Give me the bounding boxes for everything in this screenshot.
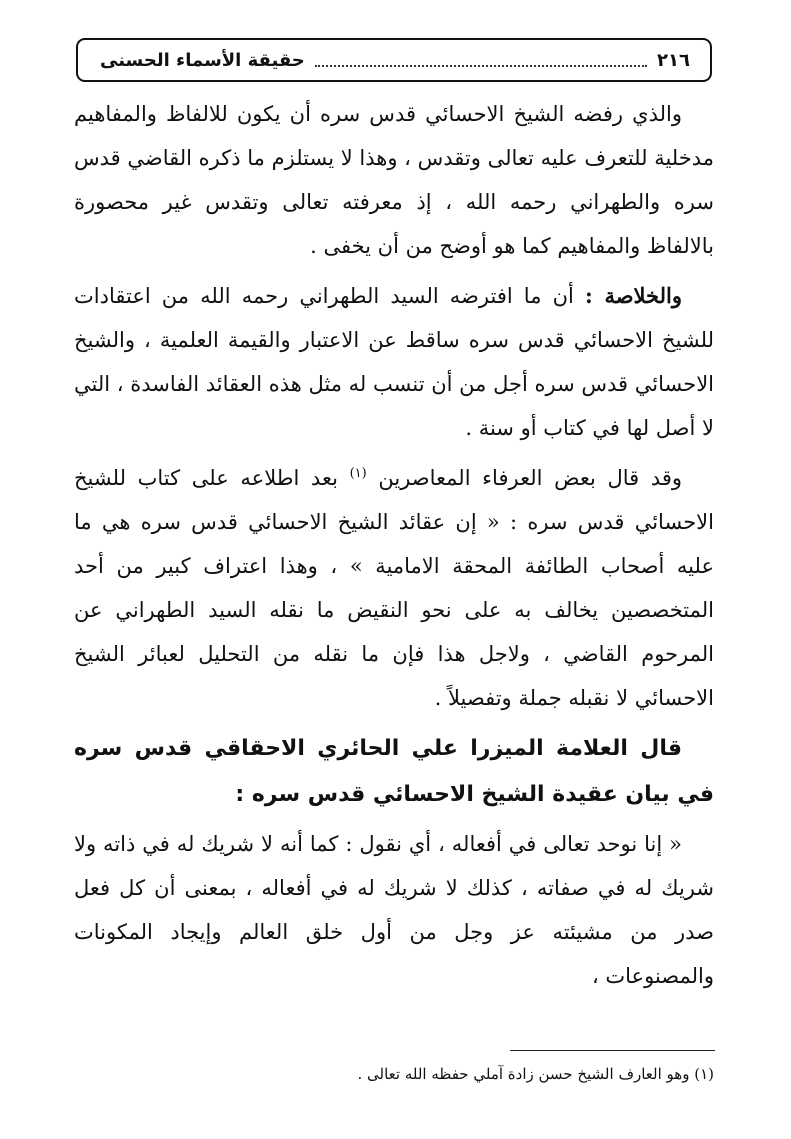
footnote: (١) وهو العارف الشيخ حسن زادة آملي حفظه الله تعالى . — [357, 1065, 714, 1083]
paragraph-2-text: أن ما افترضه السيد الطهراني رحمه الله من اعتقادات للشيخ الاحسائي قدس سره ساقط عن الاعتبار والقيمة العلمية ، والشيخ الاحسائي قدس سره أجل من أن تنسب له مثل هذه العقائد الفاسدة ، التي لا أصل لها في كتاب أو سنة . — [74, 284, 714, 440]
section-heading: قال العلامة الميزرا علي الحائري الاحقاقي قدس سره في بيان عقيدة الشيخ الاحسائي قدس سره : — [74, 736, 714, 807]
footnote-reference[interactable]: (١) — [349, 466, 367, 481]
paragraph-3 — [74, 456, 714, 720]
main-text — [74, 92, 714, 1004]
paragraph-3-text-a: وقد قال بعض العرفاء المعاصرين — [366, 466, 682, 490]
paragraph-4-quote: « إنا نوحد تعالى في أفعاله ، أي نقول : كما أنه لا شريك له في ذاته ولا شريك له في صفاته ، كذلك لا شريك له في أفعاله ، بمعنى أن كل فعل صدر من مشيئته عز وجل من أول خلق العالم وإيجاد المكونات والمصنوعات ، — [74, 832, 714, 988]
summary-lead: والخلاصة : — [584, 283, 682, 308]
footnote-divider — [510, 1050, 715, 1051]
page-number: ٢١٦ — [657, 49, 690, 71]
paragraph-3-text-b: بعد اطلاعه على كتاب للشيخ الاحسائي قدس سره : « إن عقائد الشيخ الاحسائي قدس سره هي ما عليه أصحاب الطائفة المحقة الامامية » ، وهذا اعتراف كبير من أحد المتخصصين يخالف به على نحو النقيض ما نقله السيد الطهراني عن المرحوم القاضي ، ولاجل هذا فإن ما نقله من التحليل لعبائر الشيخ الاحسائي لا نقبله جملة وتفصيلاً . — [74, 466, 714, 710]
running-header — [76, 38, 712, 82]
running-title: حقيقة الأسماء الحسنى — [100, 49, 305, 71]
paragraph-2 — [74, 274, 714, 450]
header-leader-dots — [315, 65, 647, 67]
paragraph-1: والذي رفضه الشيخ الاحسائي قدس سره أن يكون للالفاظ والمفاهيم مدخلية للتعرف عليه تعالى وتقدس ، وهذا لا يستلزم ما ذكره القاضي قدس سره والطهراني رحمه الله ، إذ معرفته تعالى وتقدس غير محصورة بالالفاظ والمفاهيم كما هو أوضح من أن يخفى . — [74, 102, 714, 258]
